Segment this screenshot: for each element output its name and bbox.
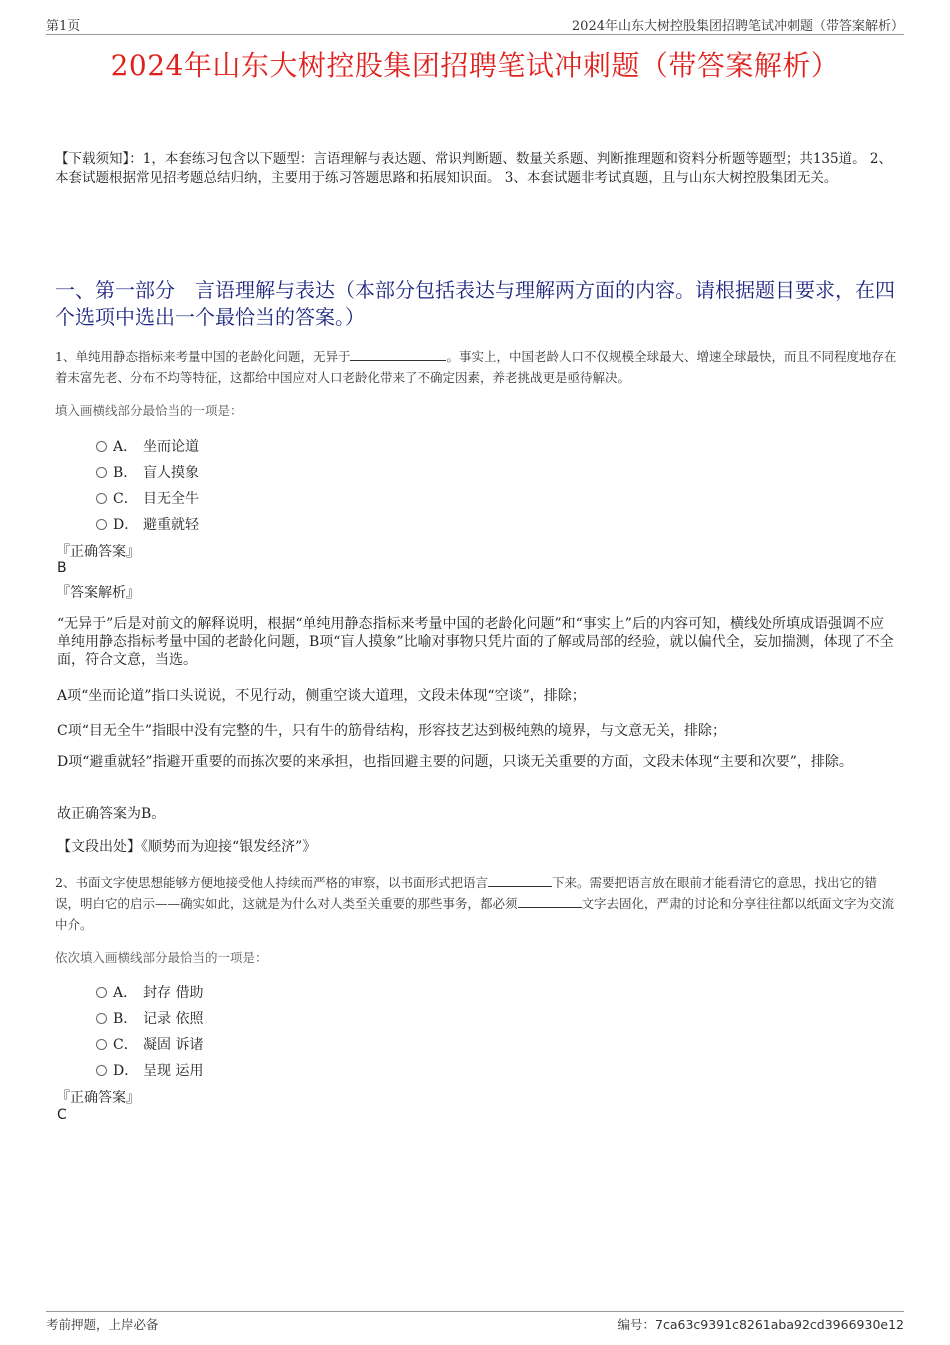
radio-icon[interactable] [96, 519, 107, 530]
option-key: D． [113, 1063, 139, 1079]
option-text: 封存 借助 [143, 985, 204, 1001]
option-text: 盲人摸象 [143, 465, 199, 481]
footer-code-label: 编号： [617, 1317, 655, 1332]
question-2-option-b[interactable] [96, 1008, 203, 1030]
footer-code-value: 7ca63c9391c8261aba92cd3966930e12 [655, 1317, 904, 1332]
footer-slogan: 考前押题，上岸必备 [46, 1317, 159, 1332]
document-title: 2024年山东大树控股集团招聘笔试冲刺题（带答案解析） [110, 49, 840, 82]
question-2-prompt: 依次填入画横线部分最恰当的一项是： [55, 950, 268, 965]
option-key: A． [113, 985, 138, 1001]
question-1-prompt: 填入画横线部分最恰当的一项是： [55, 403, 243, 418]
question-1-option-d[interactable] [96, 514, 199, 536]
analysis-conclusion: 故正确答案为B。 [57, 806, 166, 822]
source-citation: 【文段出处】《顺势而为迎接“银发经济”》 [57, 839, 317, 855]
option-text: 凝固 诉诸 [143, 1037, 204, 1053]
question-2-stem-part: 下来。需要把语言放在眼前才能看清它的意思，找出它的错误，明白它的启示——确实如此，这就是为什么对人类至关重要的那些事务，都必须 [55, 875, 877, 911]
question-1-option-a[interactable] [96, 436, 199, 458]
question-2-option-a[interactable] [96, 982, 203, 1004]
radio-icon[interactable] [96, 1065, 107, 1076]
radio-icon[interactable] [96, 441, 107, 452]
radio-icon[interactable] [96, 987, 107, 998]
analysis-paragraph: C项“目无全牛”指眼中没有完整的牛，只有牛的筋骨结构，形容技艺达到极纯熟的境界，与文意无关，排除； [57, 723, 727, 739]
question-2-option-c[interactable] [96, 1034, 203, 1056]
option-text: 避重就轻 [143, 517, 199, 533]
analysis-paragraph: A项“坐而论道”指口头说说，不见行动，侧重空谈大道理，文段未体现“空谈”，排除； [57, 688, 586, 704]
question-1-stem-part: 1、单纯用静态指标来考量中国的老龄化问题，无异于 [55, 349, 351, 364]
answer-label: 『正确答案』 [56, 1090, 140, 1106]
question-2-option-d[interactable] [96, 1060, 203, 1082]
question-1-stem [55, 346, 900, 388]
option-key: B． [113, 1011, 138, 1027]
option-text: 目无全牛 [143, 491, 199, 507]
radio-icon[interactable] [96, 467, 107, 478]
radio-icon[interactable] [96, 1013, 107, 1024]
download-notice: 【下载须知】：1，本套练习包含以下题型：言语理解与表达题、常识判断题、数量关系题、判断推理题和资料分析题等题型；共135道。 2、本套试题根据常见招考题总结归纳，主要用于练习答题思路和拓展知识面。 3、本套试题非考试真题，且与山东大树控股集团无关。 [55, 151, 892, 186]
option-key: C． [113, 1037, 138, 1053]
option-key: D． [113, 517, 139, 533]
question-1-option-c[interactable] [96, 488, 199, 510]
section-heading: 一、第一部分 言语理解与表达（本部分包括表达与理解两方面的内容。请根据题目要求，在四个选项中选出一个最恰当的答案。） [55, 278, 895, 329]
answer-blank [350, 348, 446, 361]
radio-icon[interactable] [96, 1039, 107, 1050]
answer-value: C [57, 1107, 67, 1123]
option-text: 呈现 运用 [143, 1063, 204, 1079]
page-number: 第1页 [46, 19, 81, 34]
option-text: 坐而论道 [143, 439, 199, 455]
answer-label: 『正确答案』 [56, 544, 140, 560]
question-1-stem-part: 。事实上，中国老龄人口不仅规模全球最大、增速全球最快，而且不同程度地存在着未富先老、分布不均等特征，这都给中国应对人口老龄化带来了不确定因素，养老挑战更是亟待解决。 [55, 349, 897, 385]
answer-blank [488, 874, 552, 887]
option-text: 记录 依照 [143, 1011, 204, 1027]
analysis-paragraph: D项“避重就轻”指避开重要的而拣次要的来承担，也指回避主要的问题，只谈无关重要的方面，文段未体现“主要和次要”，排除。 [57, 754, 853, 770]
page-header [46, 14, 904, 35]
answer-blank [518, 895, 582, 908]
question-2-stem [55, 872, 900, 935]
option-key: B． [113, 465, 138, 481]
footer-code [617, 1315, 904, 1333]
answer-value: B [57, 560, 67, 576]
question-2-stem-part: 2、书面文字使思想能够方便地接受他人持续而严格的审察，以书面形式把语言 [55, 875, 488, 890]
option-key: C． [113, 491, 138, 507]
analysis-label: 『答案解析』 [56, 585, 140, 601]
option-key: A． [113, 439, 138, 455]
header-doc-title: 2024年山东大树控股集团招聘笔试冲刺题（带答案解析） [571, 19, 904, 34]
question-2-stem-part: 文字去固化，严肃的讨论和分享往往都以纸面文字为交流中介。 [55, 896, 895, 932]
radio-icon[interactable] [96, 493, 107, 504]
question-1-option-b[interactable] [96, 462, 199, 484]
analysis-paragraph: “无异于”后是对前文的解释说明，根据“单纯用静态指标来考量中国的老龄化问题”和“事实上”后的内容可知，横线处所填成语强调不应单纯用静态指标考量中国的老龄化问题，B项“盲人摸象”比喻对事物只凭片面的了解或局部的经验，就以偏代全，妄加揣测，体现了不全面，符合文意，当选。 [57, 616, 894, 668]
page-footer [46, 1311, 904, 1336]
